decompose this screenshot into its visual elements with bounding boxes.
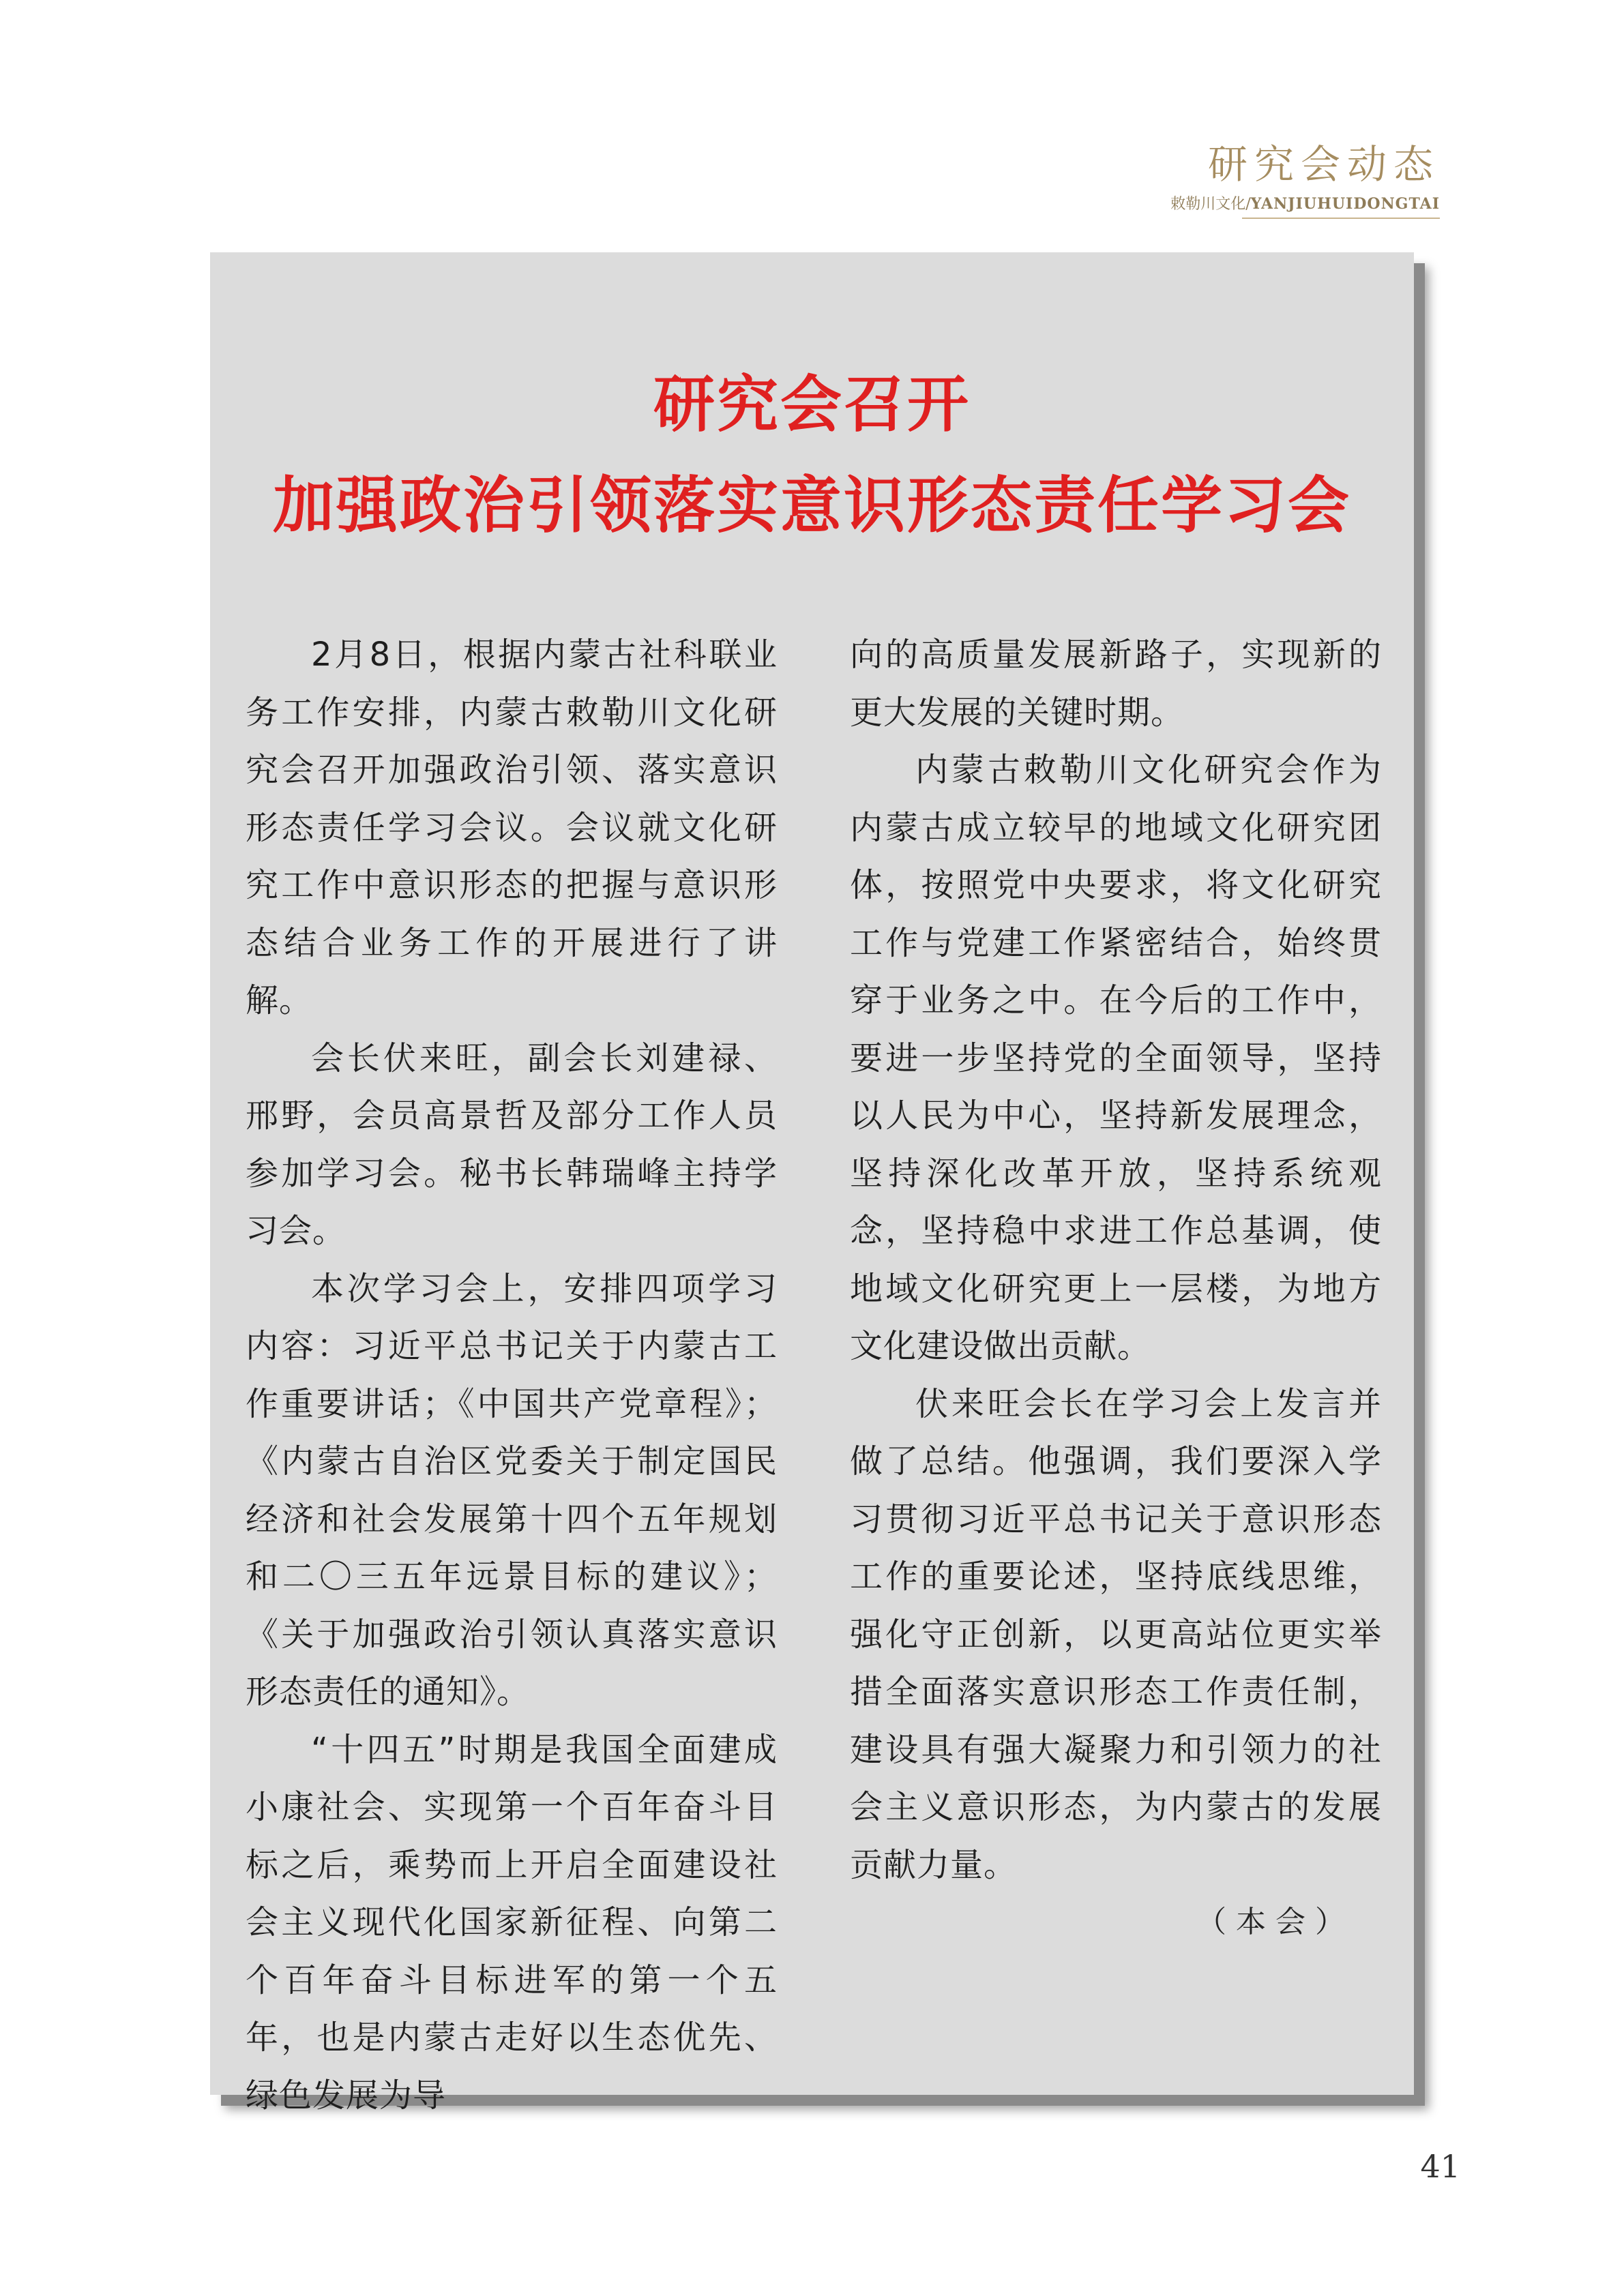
journal-separator: / bbox=[1245, 195, 1251, 213]
paragraph-continuation: 向的高质量发展新路子，实现新的更大发展的关键时期。 bbox=[850, 636, 1382, 732]
article-title-line-2: 加强政治引领落实意识形态责任学习会 bbox=[273, 470, 1351, 541]
journal-name-cn: 敕勒川文化 bbox=[1170, 195, 1246, 213]
journal-name-en: YANJIUHUIDONGTAI bbox=[1250, 194, 1440, 213]
paragraph: 2月8日，根据内蒙古社科联业务工作安排，内蒙古敕勒川文化研究会召开加强政治引领、落实意识形态责任学习会议。会议就文化研究工作中意识形态的把握与意识形态结合业务工作的开展进行了讲解。 bbox=[246, 636, 778, 1019]
paragraph: 本次学习会上，安排四项学习内容：习近平总书记关于内蒙古工作重要讲话；《中国共产党章程》；《内蒙古自治区党委关于制定国民经济和社会发展第十四个五年规划和二〇三五年远景目标的建议》；《关于加强政治引领认真落实意识形态责任的通知》。 bbox=[246, 1269, 778, 1711]
left-column bbox=[246, 626, 778, 2124]
running-header bbox=[1170, 143, 1440, 219]
paragraph: “十四五”时期是我国全面建成小康社会、实现第一个百年奋斗目标之后，乘势而上开启全面建设社会主义现代化国家新征程、向第二个百年奋斗目标进军的第一个五年，也是内蒙古走好以生态优先、绿色发展为导 bbox=[246, 1730, 778, 2115]
paragraph: 内蒙古敕勒川文化研究会作为内蒙古成立较早的地域文化研究团体，按照党中央要求，将文化研究工作与党建工作紧密结合，始终贯穿于业务之中。在今后的工作中，要进一步坚持党的全面领导，坚持以人民为中心，坚持新发展理念，坚持深化改革开放，坚持系统观念，坚持稳中求进工作总基调，使地域文化研究更上一层楼，为地方文化建设做出贡献。 bbox=[850, 751, 1382, 1365]
article-title-line-1: 研究会召开 bbox=[653, 369, 971, 441]
journal-line bbox=[1170, 192, 1440, 213]
header-rule bbox=[1242, 218, 1440, 219]
article-signature: （本会） bbox=[1196, 1905, 1355, 1939]
paragraph: 伏来旺会长在学习会上发言并做了总结。他强调，我们要深入学习贯彻习近平总书记关于意识形态工作的重要论述，坚持底线思维，强化守正创新，以更高站位更实举措全面落实意识形态工作责任制，建设具有强大凝聚力和引领力的社会主义意识形态，为内蒙古的发展贡献力量。 bbox=[850, 1384, 1382, 1884]
article-panel bbox=[210, 252, 1414, 2115]
paragraph: 会长伏来旺，副会长刘建禄、邢野，会员高景哲及部分工作人员参加学习会。秘书长韩瑞峰主持学习会。 bbox=[246, 1039, 778, 1250]
page-number: 41 bbox=[1420, 2148, 1460, 2185]
right-column bbox=[850, 626, 1382, 1952]
section-name: 研究会动态 bbox=[1207, 141, 1440, 188]
article-title bbox=[210, 355, 1414, 556]
